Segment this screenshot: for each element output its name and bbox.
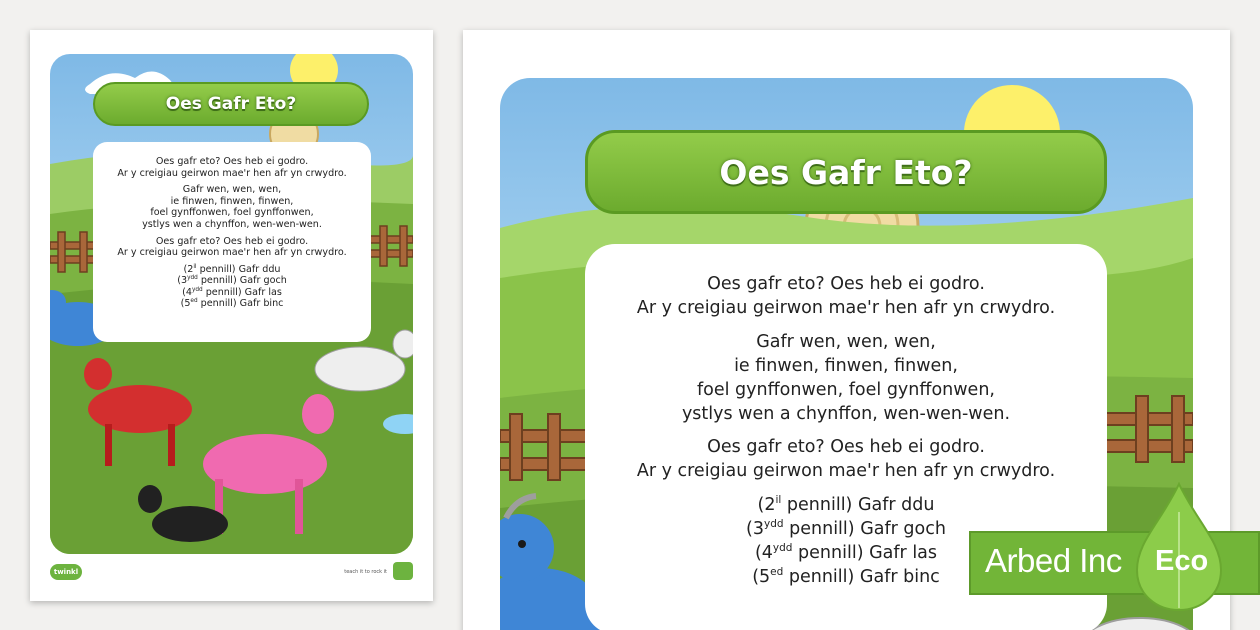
- lyric-line: Oes gafr eto? Oes heb ei godro.: [155, 156, 309, 167]
- lyric-line: ystlys wen a chynffon, wen-wen-wen.: [142, 218, 322, 230]
- chorus: [595, 330, 1097, 426]
- lyric-line: Ar y creigiau geirwon mae'r hen afr yn crwydro.: [636, 298, 1056, 318]
- verse-item: ($3^{ydd}$ pennill) Gafr goch: [746, 518, 946, 539]
- verse-item: ($2^{il}$ pennill) Gafr ddu: [183, 263, 281, 275]
- small-lyrics-card: [93, 142, 371, 342]
- lyric-line: Oes gafr eto? Oes heb ei godro.: [155, 235, 309, 247]
- lyric-line: Gafr wen, wen, wen,: [756, 331, 936, 352]
- small-poster-footer: [50, 562, 413, 584]
- verse-1: [99, 156, 365, 179]
- lyric-line: Ar y creigiau geirwon mae'r hen afr yn crwydro.: [117, 247, 347, 259]
- lyric-line: Oes gafr eto? Oes heb ei godro.: [707, 274, 985, 294]
- verse-item: ($5^{ed}$ pennill) Gafr binc: [180, 298, 284, 310]
- lyric-line: foel gynffonwen, foel gynffonwen,: [697, 379, 995, 400]
- lyric-line: Ar y creigiau geirwon mae'r hen afr yn crwydro.: [117, 167, 347, 179]
- large-poster-title: Oes Gafr Eto?: [585, 130, 1107, 214]
- twinkl-logo: twinkl: [50, 564, 82, 580]
- lyric-line: ie finwen, finwen, finwen,: [734, 355, 958, 376]
- chorus: [99, 184, 365, 230]
- verse-item: ($4^{ydd}$ pennill) Gafr las: [182, 286, 282, 298]
- eco-label: Eco: [1155, 545, 1209, 577]
- small-poster-title: Oes Gafr Eto?: [93, 82, 369, 126]
- verse-item: ($5^{ed}$ pennill) Gafr binc: [752, 566, 940, 587]
- footer-tagline: teach it to rock it: [344, 569, 387, 575]
- lyric-line: foel gynffonwen, foel gynffonwen,: [150, 207, 314, 219]
- verse-1: [595, 272, 1097, 320]
- lyric-line: Oes gafr eto? Oes heb ei godro.: [707, 437, 985, 458]
- verse-item: ($4^{ydd}$ pennill) Gafr las: [754, 542, 938, 563]
- lyric-line: ie finwen, finwen, finwen,: [170, 195, 294, 207]
- lyric-line: Gafr wen, wen, wen,: [182, 184, 282, 196]
- verse-2: [99, 236, 365, 259]
- small-poster[interactable]: [30, 30, 433, 601]
- verse-item: ($3^{ydd}$ pennill) Gafr goch: [177, 275, 287, 287]
- arbed-inc-label: Arbed Inc: [985, 542, 1122, 579]
- verse-list: [99, 264, 365, 310]
- lyric-line: Ar y creigiau geirwon mae'r hen afr yn crwydro.: [636, 461, 1056, 482]
- lyric-line: ystlys wen a chynffon, wen-wen-wen.: [681, 403, 1011, 424]
- verse-2: [595, 435, 1097, 483]
- footer-badge-icon: [393, 562, 413, 580]
- verse-item: ($2^{il}$ pennill) Gafr ddu: [757, 494, 935, 515]
